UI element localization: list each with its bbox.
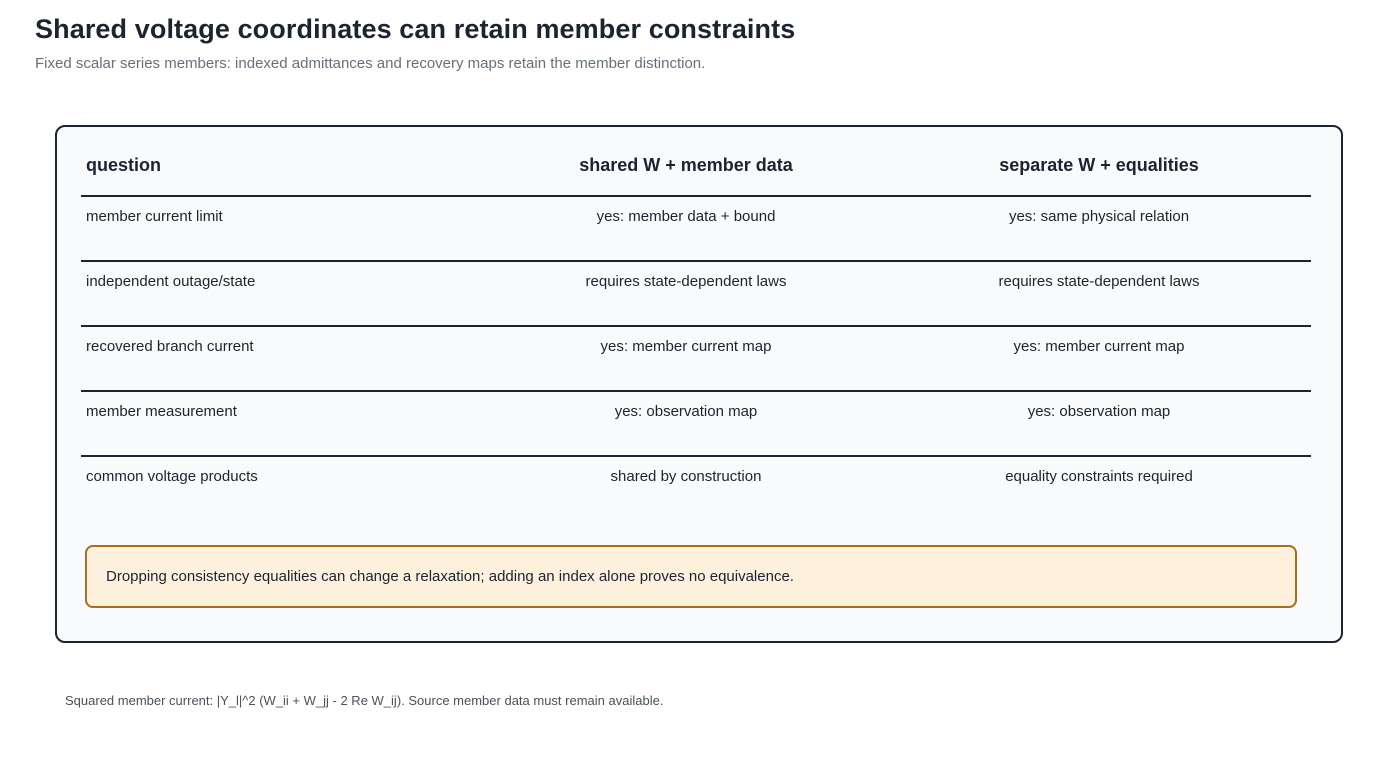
question-cell: member current limit (86, 208, 223, 225)
separate-cell: equality constraints required (1005, 468, 1193, 485)
question-cell: common voltage products (86, 468, 258, 485)
question-cell: independent outage/state (86, 273, 256, 290)
column-header-separate: separate W + equalities (999, 155, 1199, 175)
table-row (81, 262, 1311, 327)
question-cell: recovered branch current (86, 338, 254, 355)
page-title: Shared voltage coordinates can retain member constraints (35, 14, 796, 44)
footer-note: Squared member current: |Y_l|^2 (W_ii + W_jj - 2 Re W_ij). Source member data must remain available. (65, 693, 664, 708)
table-header-row (81, 127, 1311, 197)
shared-cell: yes: member current map (600, 338, 772, 355)
shared-cell: yes: member data + bound (596, 208, 776, 225)
separate-cell: yes: same physical relation (1008, 208, 1190, 225)
column-header-question: question (86, 155, 161, 175)
separate-cell: yes: member current map (1013, 338, 1185, 355)
separate-cell: requires state-dependent laws (998, 273, 1200, 290)
shared-cell: shared by construction (610, 468, 762, 485)
warning-note-text: Dropping consistency equalities can change a relaxation; adding an index alone proves no equivalence. (106, 568, 794, 585)
separate-cell: yes: observation map (1027, 403, 1171, 420)
column-header-shared: shared W + member data (579, 155, 793, 175)
shared-cell: requires state-dependent laws (585, 273, 787, 290)
comparison-panel (55, 125, 1343, 643)
question-cell: member measurement (86, 403, 237, 420)
warning-note (85, 545, 1297, 608)
table-row (81, 327, 1311, 392)
shared-cell: yes: observation map (614, 403, 758, 420)
comparison-table (81, 127, 1311, 520)
page-subtitle: Fixed scalar series members: indexed admittances and recovery maps retain the member distinction. (35, 55, 706, 72)
table-row (81, 392, 1311, 457)
table-row (81, 197, 1311, 262)
table-row (81, 457, 1311, 520)
